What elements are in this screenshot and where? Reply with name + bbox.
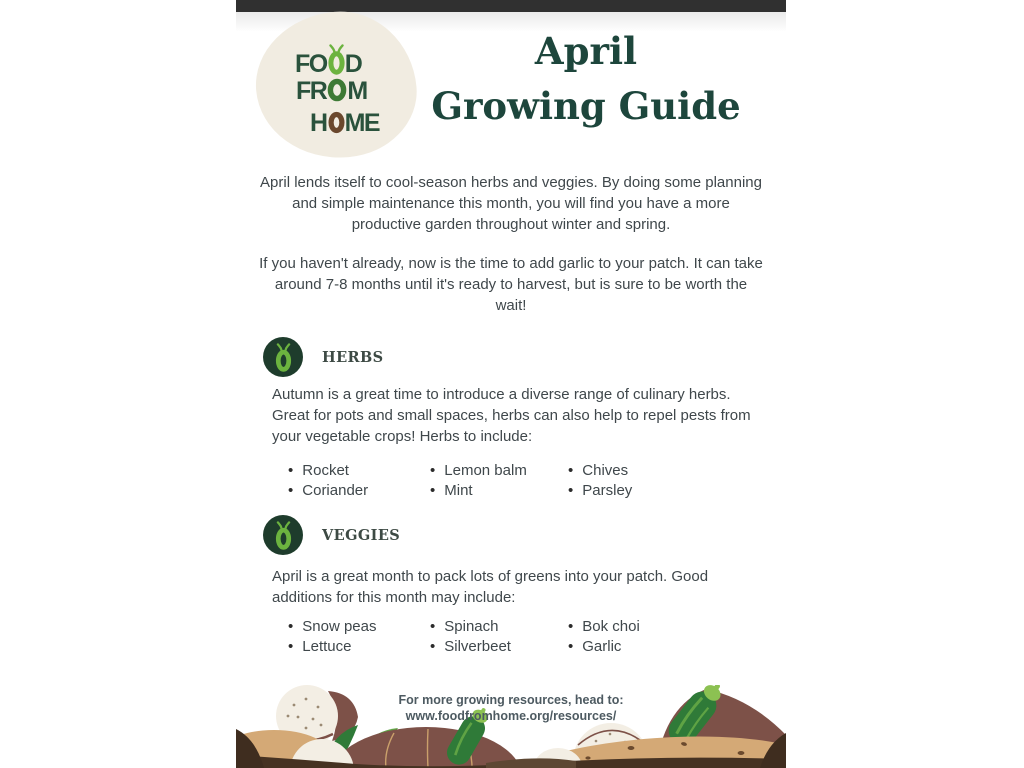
list-item: • Bok choi [568, 617, 640, 637]
logo-text: FR [296, 77, 327, 105]
list-item: • Coriander [288, 481, 430, 501]
list-item: • Silverbeet [430, 637, 568, 657]
herbs-section-header [263, 337, 384, 377]
logo-text: FO [295, 50, 327, 78]
list-item: • Rocket [288, 461, 430, 481]
list-item: • Mint [430, 481, 568, 501]
herbs-list [288, 461, 632, 501]
veggies-list-col1 [288, 617, 430, 657]
logo-line-from [296, 78, 367, 104]
herbs-badge [263, 337, 303, 377]
logo-text: M [347, 77, 367, 105]
veggies-list-col3 [568, 617, 640, 657]
veggies-list-col2 [430, 617, 568, 657]
page-title [421, 24, 751, 134]
logo-line-home [310, 110, 379, 136]
list-item: • Snow peas [288, 617, 430, 637]
list-item: • Lettuce [288, 637, 430, 657]
list-item: • Garlic [568, 637, 640, 657]
intro-paragraph-1: April lends itself to cool-season herbs and veggies. By doing some planning and simple maintenance this month, you will find you have a more productive garden throughout winter and spring. [260, 174, 762, 233]
intro-paragraphs [258, 172, 764, 316]
ring-o-icon [327, 78, 347, 102]
ring-o-icon [328, 111, 345, 134]
veggies-badge [263, 515, 303, 555]
herbs-list-col3 [568, 461, 632, 501]
herbs-section-body: Autumn is a great time to introduce a diverse range of culinary herbs. Great for pots and small spaces, herbs can also help to repel pests from your vegetable crops! Herbs to include: [272, 386, 751, 445]
list-item: • Lemon balm [430, 461, 568, 481]
flyer-page [236, 0, 786, 768]
herbs-list-col1 [288, 461, 430, 501]
veggies-section-label: VEGGIES [322, 526, 401, 544]
sprout-o-icon [328, 44, 345, 75]
herbs-section-label: HERBS [322, 348, 384, 366]
list-item: • Parsley [568, 481, 632, 501]
sprout-o-icon [274, 343, 293, 372]
list-item: • Spinach [430, 617, 568, 637]
herbs-list-col2 [430, 461, 568, 501]
page-title-line1: April [534, 29, 638, 73]
footer [236, 692, 786, 724]
logo-text: ME [344, 109, 380, 137]
footer-text: For more growing resources, head to: [398, 693, 624, 707]
intro-paragraph-2: If you haven't already, now is the time to add garlic to your patch. It can take around 7-8 months until it's ready to harvest, but is sure to be worth the wait! [259, 255, 763, 314]
list-item: • Chives [568, 461, 632, 481]
sprout-o-icon [274, 521, 293, 550]
veggies-section-body: April is a great month to pack lots of greens into your patch. Good additions for this month may include: [272, 568, 709, 606]
logo-text: H [310, 109, 327, 137]
page-title-line2: Growing Guide [431, 84, 741, 128]
veggies-section-header [263, 515, 400, 555]
logo-text: D [344, 50, 362, 78]
document-top-bar [236, 0, 786, 12]
veggies-list [288, 617, 640, 657]
logo-line-food [295, 44, 361, 77]
onion-illustration [330, 727, 522, 768]
footer-url-link[interactable]: www.foodfromhome.org/resources/ [405, 709, 617, 723]
